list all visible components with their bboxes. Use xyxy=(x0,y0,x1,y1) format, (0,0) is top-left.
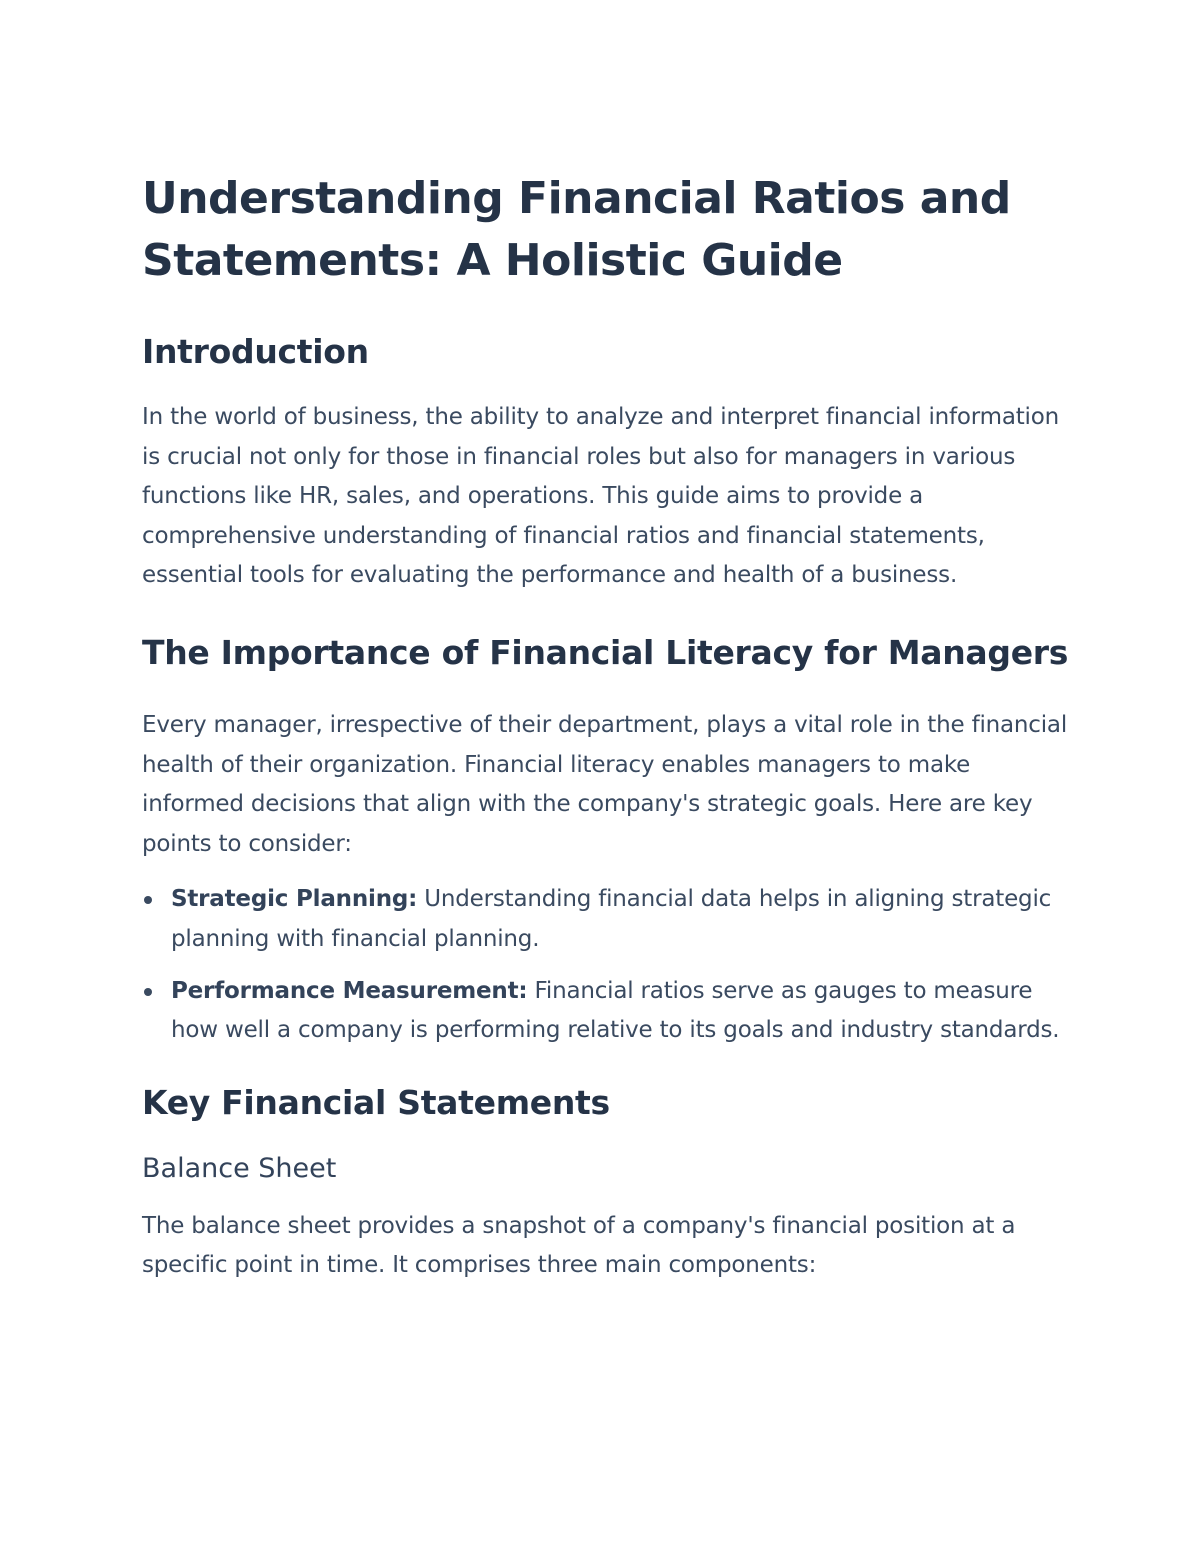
balance-sheet-paragraph: The balance sheet provides a snapshot of a company's financial position at a specific point in time. It comprises three main components: xyxy=(142,1212,1016,1279)
balance-sheet-heading: Balance Sheet xyxy=(142,1152,337,1184)
importance-bullet-list xyxy=(142,880,1072,1050)
bullet-label: Strategic Planning: xyxy=(171,886,418,913)
bullet-item-performance-measurement xyxy=(142,972,1072,1051)
key-statements-heading: Key Financial Statements xyxy=(142,1082,610,1122)
bullet-item-strategic-planning xyxy=(142,880,1072,959)
bullet-dot-icon xyxy=(144,896,152,904)
document-page xyxy=(142,168,1072,1286)
introduction-paragraph: In the world of business, the ability to analyze and interpret financial information is crucial not only for those in financial roles but also for managers in various functions like HR, sales, and operations. This guide aims to provide a comprehensive understanding of financial ratios and financial statements, essential tools for evaluating the performance and health of a business. xyxy=(142,404,1059,589)
bullet-text: Financial ratios serve as gauges to measure how well a company is performing relative to its goals and industry standards. xyxy=(171,977,1060,1044)
introduction-heading: Introduction xyxy=(142,332,369,371)
importance-paragraph: Every manager, irrespective of their department, plays a vital role in the financial health of their organization. Financial literacy enables managers to make informed decisions that align with the company's strategic goals. Here are key points to consider: xyxy=(142,711,1068,857)
bullet-dot-icon xyxy=(144,988,152,996)
bullet-label: Performance Measurement: xyxy=(171,977,528,1004)
importance-heading: The Importance of Financial Literacy for Managers xyxy=(142,632,1069,672)
document-title: Understanding Financial Ratios and Statements: A Holistic Guide xyxy=(142,173,1011,286)
bullet-text: Understanding financial data helps in aligning strategic planning with financial planning. xyxy=(171,886,1052,952)
